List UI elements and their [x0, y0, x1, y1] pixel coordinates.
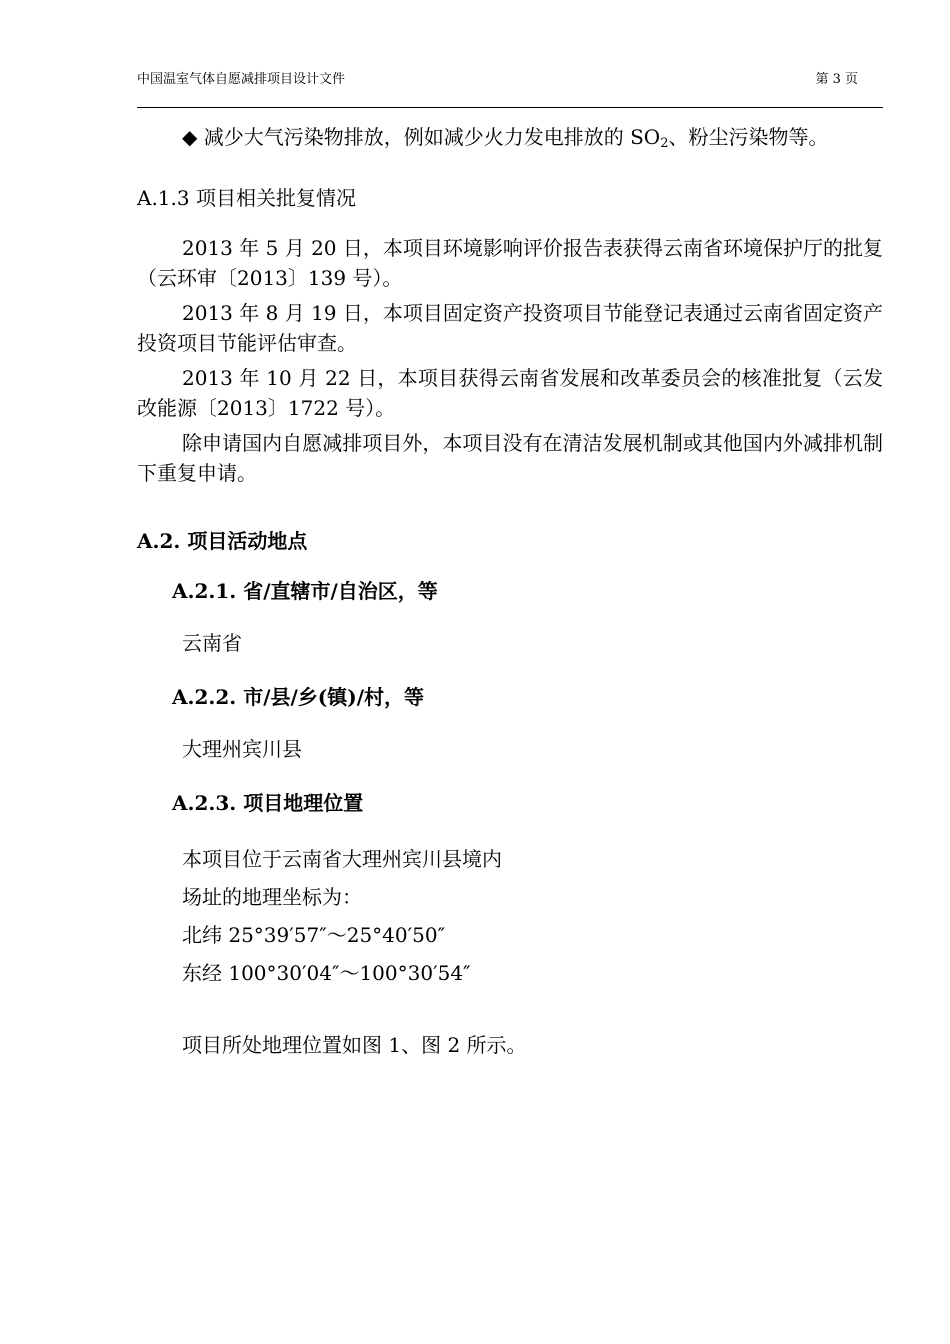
header-title: 中国温室气体自愿减排项目设计文件	[137, 72, 346, 87]
bullet-text-end: 、粉尘污染物等。	[668, 125, 829, 149]
bullet-subscript: 2	[660, 136, 669, 151]
section-heading-a223: A.2.3. 项目地理位置	[172, 791, 364, 815]
figure-reference: 项目所处地理位置如图 1、图 2 所示。	[182, 1033, 527, 1057]
page-body	[137, 122, 883, 1060]
section-heading-a2: A.2. 项目活动地点	[137, 529, 308, 553]
coordinates-intro: 场址的地理坐标为：	[182, 885, 362, 909]
location-line: 本项目位于云南省大理州宾川县境内	[182, 847, 502, 871]
longitude-range: 东经 100°30′04″～100°30′54″	[182, 961, 471, 985]
approval-paragraph: 2013 年 8 月 19 日，本项目固定资产投资项目节能登记表通过云南省固定资产投资项目节能评估审查。	[137, 301, 883, 355]
diamond-bullet-icon: ◆	[182, 125, 198, 149]
bullet-item	[137, 122, 883, 159]
approval-paragraph: 2013 年 5 月 20 日，本项目环境影响评价报告表获得云南省环境保护厅的批复（云环审〔2013〕139 号）。	[137, 236, 883, 290]
bullet-text-start: 减少大气污染物排放，例如减少火力发电排放的 SO	[203, 125, 661, 149]
approval-paragraph: 除申请国内自愿减排项目外，本项目没有在清洁发展机制或其他国内外减排机制下重复申请。	[137, 431, 883, 485]
header-page-number: 第 3 页	[815, 72, 858, 87]
section-heading-a222: A.2.2. 市/县/乡(镇)/村，等	[172, 685, 425, 709]
section-heading-a221: A.2.1. 省/直辖市/自治区，等	[172, 579, 438, 603]
county-value: 大理州宾川县	[182, 737, 302, 761]
approval-paragraph: 2013 年 10 月 22 日，本项目获得云南省发展和改革委员会的核准批复（云发改能源〔2013〕1722 号）。	[137, 366, 883, 420]
province-value: 云南省	[182, 631, 242, 655]
latitude-range: 北纬 25°39′57″～25°40′50″	[182, 923, 446, 947]
section-heading-a13: A.1.3 项目相关批复情况	[137, 186, 356, 210]
header-divider	[137, 107, 883, 108]
